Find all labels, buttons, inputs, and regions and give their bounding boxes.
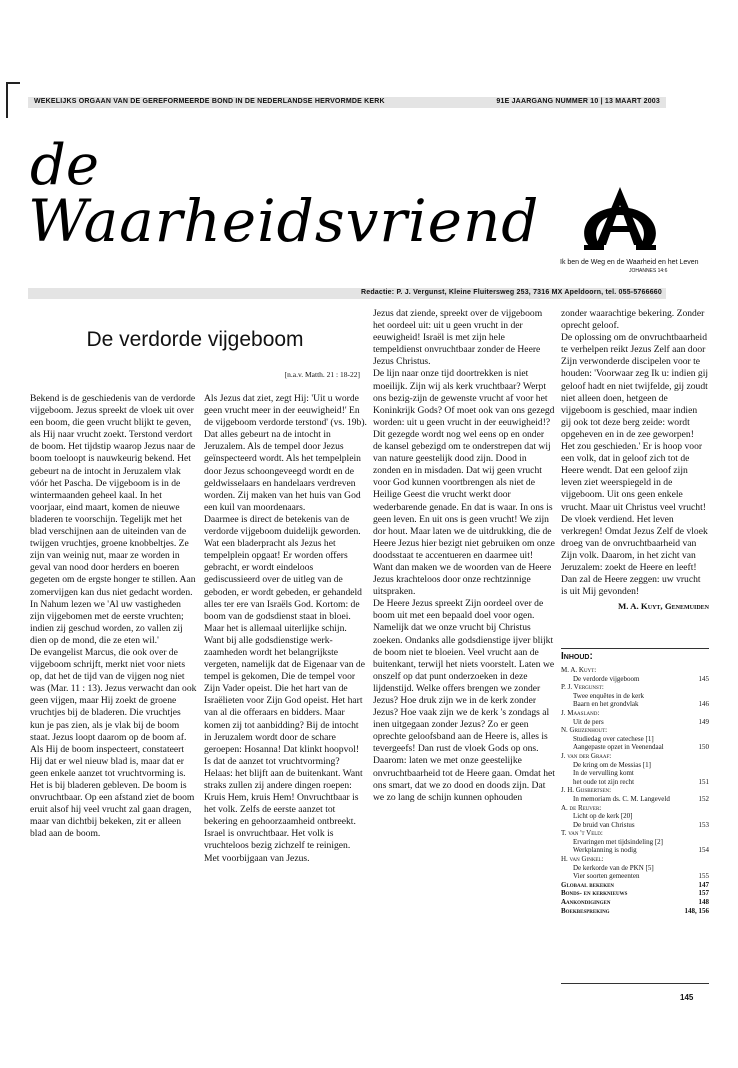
toc-item-title: Licht op de kerk [20] (573, 812, 633, 821)
toc-author: P. J. Vergunst: (561, 683, 604, 692)
toc-item-title: De bruid van Christus (573, 820, 635, 829)
toc-item-title: Baarn en het grondvlak (573, 700, 639, 709)
toc-item[interactable] (561, 700, 709, 709)
toc-section-page: 147 (698, 880, 709, 889)
toc-author: M. A. Kuyt: (561, 666, 597, 674)
toc-item[interactable] (561, 795, 709, 804)
crop-mark (6, 82, 8, 118)
toc-item[interactable] (561, 778, 709, 787)
toc-item-title: Studiedag over catechese [1] (573, 734, 654, 743)
paragraph: Jezus dat ziende, spreekt over de vijgeboom het oordeel uit: uit u geen vrucht in der eeuwigheid! Israël is met zijn hele tempeldienst onvruchtbaar zonder de Heere Jezus Christus. (373, 308, 543, 368)
article-column-3 (373, 308, 555, 804)
toc-author: J. van der Graaf: (561, 751, 612, 760)
toc-item-title: De kring om de Messias [1] (573, 760, 651, 769)
toc-item[interactable] (561, 735, 709, 744)
toc-item-page: 153 (698, 820, 709, 829)
article-subtitle: [n.a.v. Matth. 21 : 18-22] (284, 370, 360, 379)
toc-author: H. van Ginkel: (561, 855, 604, 864)
toc-item-page: 150 (698, 743, 709, 752)
paragraph: De lijn naar onze tijd doortrekken is niet moeilijk. Zijn wij als kerk vruchtbaar? Werpt ons bezig-zijn de gewenste vrucht af voor het Koninkrijk Gods? Of moet ook van ons gezegd worden: uit u geen vrucht in der eeuwigheid!? Dit gezegde wordt nog wel eens op en onder de kansel gebezigd om te onderstrepen dat wij van nature geestelijk dood zijn. Dood in zonden en in misdaden. Dat wij geen vrucht voor God kunnen voortbrengen als niet de Heilige Geest die vrucht werkt door wederbarende genade. En dat is waar. In ons is geen leven. En uit ons is geen vrucht! We zijn dor hout. Maar laten we de uitdrukking, die de Heere Jezus hier bezigt niet gebruiken om onze doodsstaat te accentueren en daarmee uit! Want dan maken we de woorden van de Heere Jezus krachteloos door onze rechtzinnige uitspraken. (373, 368, 555, 598)
paragraph: De evangelist Marcus, die ook over de vijgeboom schrijft, merkt niet voor niets op, dat het de tijd van de vijgen nog niet was (Mar. 11 : 13). Jezus verwacht dan ook geen vijgen, maar Hij zoekt de groene vruchtjes bij de bladeren. Die vruchtjes kun je pas zien, als je vlak bij de boom staat. Jezus loopt daarom op de boom af. Als Hij de boom inspecteert, constateert Hij dat er wel nieuw blad is, maar dat er geen enkele aanzet tot vruchtvorming is. Het is bij bladeren gebleven. De boom is onvruchtbaar. Op een afstand ziet de boom eruit alsof hij veel vrucht zal gaan dragen, maar van dichtbij bekeken, zit er alleen blad aan de boom. (30, 646, 197, 840)
toc-section-title: Bonds- en kerknieuws (561, 889, 628, 898)
crop-mark-top (6, 82, 20, 84)
toc-section-title: Aankondigingen (561, 898, 611, 907)
paragraph: Dan zal de Heere zeggen: uw vrucht is uit Mij gevonden! (561, 574, 701, 598)
toc-item[interactable] (561, 812, 709, 821)
editorial-bar (28, 288, 666, 299)
paragraph: De Heere Jezus spreekt Zijn oordeel over de boom uit met een bepaald doel voor ogen. Namelijk dat we onze vrucht bij Christus zoeken. Ondanks alle godsdienstige ijver blijkt de boom niet te bloeien. Veel vrucht aan de buitenkant, terwijl het niets voorstelt. Laten we onszelf op dat punt onderzoeken in deze lijdenstijd. Welke offers brengen we zonder Jezus? Hoe druk zijn we in de kerk zonder Jezus? Hoe vaak zijn we de kerk 's zondags al inen uitgegaan zonder Jezus? Zo er geen oprechte geloofsband aan de Heere is, alles is tevergeefs! Dan rust de vloek Gods op ons. Daarom: laten we met onze geestelijke onvruchtbaarheid tot de Heere gaan. Omdat het ons smart, dat we zo dood en doods zijn. Dat we zo lang de schijn kunnen ophouden (373, 598, 555, 803)
toc-section-page: 148, 156 (684, 906, 709, 915)
paragraph: Daarmee is direct de betekenis van de verdorde vijgeboom duidelijk geworden. Wat een bladerpracht als Jezus het tempelplein opgaat! Er worden offers gebracht, er wordt eindeloos gediscussieerd over de uitleg van de geboden, er wordt gebeden, er gehandeld alles ter ere van Israëls God. Kortom: de boom van de godsdienst staat in bloei. Maar het is allemaal uiterlijke schijn. Want bij alle godsdienstige werk-zaamheden wordt het belangrijkste vergeten, namelijk dat de Eigenaar van de tempel is gekomen, Die de tempel voor Zijn Vader opeist. Die het hart van de Israëlieten voor Zijn God opeist. Het hart van al die offeraars en bidders. Maar komen zij tot aanbidding? Bij de intocht in Jeruzalem wordt door de schare geroepen: Hosanna! Dat klinkt hoopvol! Is dat de aanzet tot vruchtvorming? Helaas: het blijft aan de buitenkant. Want straks zullen zij andere dingen roepen: Kruis Hem, kruis Hem! Onvruchtbaar is het volk. Zelfs de eerste aanzet tot bekering en gehoorzaamheid ontbreekt. Israel is onvruchtbaar. Het volk is vruchteloos bezig zichzelf te reinigen. Met voorbijgaan van Jezus. (204, 513, 365, 864)
toc-item[interactable] (561, 864, 709, 873)
toc-item-title: Uit de pers (573, 717, 604, 726)
toc-item-title: De verdorde vijgeboom (573, 674, 640, 683)
alpha-omega-logo (574, 183, 666, 255)
toc-list (561, 666, 709, 915)
toc-item-title: Twee enquêtes in de kerk (573, 691, 645, 700)
paragraph: Als Jezus dat ziet, zegt Hij: 'Uit u worde geen vrucht meer in der eeuwigheid!' En de vijgeboom verdorde terstond' (vs. 19b). Dat alles gebeurt na de intocht in Jeruzalem. Als de tempel door Jezus geïnspecteerd wordt. Als het tempelplein door Jezus schoongeveegd wordt en de geldwisselaars en handelaars verdreven worden. Zij maken van het huis van God een kuil van moordenaars. (204, 393, 367, 513)
toc-item-title: Ervaringen met tijdsindeling [2] (573, 837, 664, 846)
author-signature: M. A. Kuyt, Genemuiden (617, 601, 709, 612)
toc-item[interactable] (561, 761, 709, 770)
toc-item-title: Aangepaste opzet in Veenendaal (573, 743, 664, 752)
masthead-de: de (30, 133, 99, 198)
toc-item[interactable] (561, 743, 709, 752)
top-bar (28, 97, 666, 108)
toc-item[interactable] (561, 675, 709, 684)
toc-item-page: 151 (698, 777, 709, 786)
article-column-1 (30, 393, 197, 840)
masthead-title: Waarheidsvriend (28, 187, 540, 255)
toc-item-page: 154 (698, 846, 709, 855)
toc-item-title: Werkplanning is nodig (573, 846, 637, 855)
toc-section-page: 148 (698, 898, 709, 907)
toc-section[interactable] (561, 881, 709, 890)
toc-section-page: 157 (698, 889, 709, 898)
article-title: De verdorde vijgeboom (86, 328, 304, 351)
toc-item-title: Vier soorten gemeenten (573, 872, 640, 881)
page-number: 145 (680, 993, 694, 1002)
paragraph: zonder waarachtige bekering. Zonder oprecht geloof. (561, 308, 705, 332)
toc-author: A. de Reuver: (561, 803, 602, 812)
paragraph: De oplossing om de onvruchtbaarheid te verhelpen reikt Jezus Zelf aan door Zijn verwonderde discipelen voor te houden: 'Voorwaar zeg Ik u: indien gij geloof hadt en niet twijfelde, gij zoudt niet alleen doen, hetgeen de vijgeboom is geschied, maar indien gij ook tot deze berg zeide: wordt opgeheven en in de zee geworpen! Het zou geschieden.' Er is hoop voor een volk, dat in geloof zich tot de Heere wendt. Dat een geloof zijn leven ziet weerspiegeld in de vijgeboom. Uit ons geen enkele vrucht. Maar uit Christus veel vrucht! De vloek verdiend. Het leven verkregen! Omdat Jezus Zelf de vloek droeg van de onvruchtbaarheid van Zijn volk. Daarom, in het zicht van Jeruzalem: zoekt de Heere en leeft! (561, 332, 709, 573)
motto: Ik ben de Weg en de Waarheid en het Leven (560, 259, 699, 266)
toc-section[interactable] (561, 889, 709, 898)
toc-section[interactable] (561, 898, 709, 907)
toc-item-page: 152 (698, 794, 709, 803)
toc-item-title: De kerkorde van de PKN [5] (573, 863, 654, 872)
toc-item-title: In de vervulling komt (573, 769, 634, 778)
toc-item[interactable] (561, 872, 709, 881)
toc-item-title: In memoriam ds. C. M. Langeveld (573, 794, 670, 803)
toc-item[interactable] (561, 846, 709, 855)
motto-ref: JOHANNES 14:6 (629, 268, 668, 274)
toc-author: N. Grijzenhout: (561, 726, 608, 735)
organ-line: WEKELIJKS ORGAAN VAN DE GEREFORMEERDE BOND IN DE NEDERLANDSE HERVORMDE KERK (34, 98, 385, 105)
article-column-2 (204, 393, 368, 865)
toc-item-page: 146 (698, 700, 709, 709)
toc-section-title: Boekbespreking (561, 906, 610, 915)
toc-item[interactable] (561, 769, 709, 778)
toc-box (561, 648, 709, 984)
toc-section[interactable] (561, 907, 709, 916)
paragraph: Bekend is de geschiedenis van de verdorde vijgeboom. Jezus spreekt de vloek uit over een boom, die geen vrucht blijkt te geven, als Hij naar vrucht zoekt. Terstond verdort de boom. Het tijdstip waarop Jezus naar de boom toeloopt is nauwkeurig bekend. Het gebeurt na de intocht in Jeruzalem vlak vóór het Pascha. De vijgeboom is in de wintermaanden geheel kaal. In het voorjaar, eind maart, komen de nieuwe bladeren te voorschijn. Tegelijk met het blad verschijnen aan de uiteinden van de twijgen vruchtjes, groene knobbeltjes. Ze zijn van weinig nut, maar ze worden in geval van nood door herders en boeren gegeten om de ergste honger te stillen. Aan zomervijgen kan dus niet gedacht worden. In Nahum lezen we 'Al uw vastigheden zijn vijgebomen met de eerste vruchten; indien zij geschud worden, zo vallen zij dien op de mond, die ze eten wil.' (30, 393, 196, 646)
toc-item-title: het oude tot zijn recht (573, 777, 635, 786)
issue-line: 91E JAARGANG NUMMER 10 | 13 MAART 2003 (496, 98, 660, 105)
toc-item[interactable] (561, 838, 709, 847)
toc-item-page: 155 (698, 872, 709, 881)
toc-author: J. Maasland: (561, 708, 600, 717)
toc-item-page: 145 (698, 674, 709, 683)
toc-item[interactable] (561, 821, 709, 830)
editorial-address: Redactie: P. J. Vergunst, Kleine Fluitersweg 253, 7316 MX Apeldoorn, tel. 055-5766660 (360, 289, 662, 296)
toc-author: T. van 't Veld: (561, 829, 603, 838)
toc-heading: Inhoud: (561, 651, 593, 662)
toc-section-title: Globaal bekeken (561, 880, 615, 889)
toc-item-page: 149 (698, 717, 709, 726)
toc-item[interactable] (561, 692, 709, 701)
toc-author: J. H. Gijsbertsen: (561, 786, 612, 795)
toc-item[interactable] (561, 718, 709, 727)
article-column-4 (561, 308, 709, 612)
